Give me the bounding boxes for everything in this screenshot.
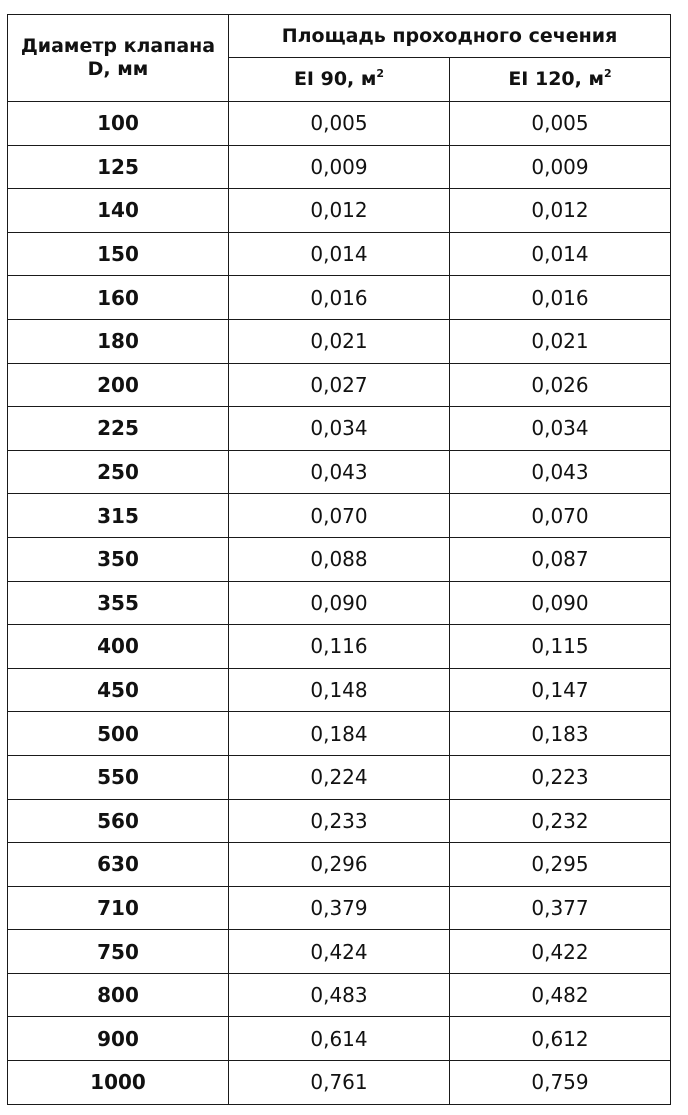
header-row-top (8, 15, 671, 58)
diameter-cell: 125 (8, 145, 229, 189)
diameter-cell: 150 (8, 232, 229, 276)
diameter-cell: 140 (8, 189, 229, 233)
table-row (8, 276, 671, 320)
ei120-cell: 0,090 (450, 581, 671, 625)
ei120-cell: 0,014 (450, 232, 671, 276)
table-row (8, 319, 671, 363)
ei120-cell: 0,482 (450, 973, 671, 1017)
flow-area-table (7, 14, 671, 1105)
ei120-cell: 0,612 (450, 1017, 671, 1061)
diameter-cell: 350 (8, 537, 229, 581)
header-diameter-line2: D, мм (87, 58, 149, 80)
ei90-cell: 0,116 (229, 625, 450, 669)
ei90-cell: 0,005 (229, 102, 450, 146)
header-diameter-line1: Диаметр клапана (20, 35, 216, 57)
diameter-cell: 900 (8, 1017, 229, 1061)
header-ei90-label: EI 90, м (293, 68, 377, 90)
diameter-cell: 200 (8, 363, 229, 407)
ei120-cell: 0,070 (450, 494, 671, 538)
diameter-cell: 500 (8, 712, 229, 756)
ei90-cell: 0,761 (229, 1061, 450, 1105)
ei120-cell: 0,147 (450, 668, 671, 712)
diameter-cell: 180 (8, 319, 229, 363)
ei120-cell: 0,232 (450, 799, 671, 843)
ei90-cell: 0,296 (229, 843, 450, 887)
ei90-cell: 0,014 (229, 232, 450, 276)
ei120-cell: 0,087 (450, 537, 671, 581)
ei90-cell: 0,027 (229, 363, 450, 407)
ei90-cell: 0,233 (229, 799, 450, 843)
ei120-cell: 0,183 (450, 712, 671, 756)
table-row (8, 450, 671, 494)
ei120-cell: 0,009 (450, 145, 671, 189)
spec-table-container (7, 14, 671, 1105)
ei120-cell: 0,223 (450, 755, 671, 799)
ei120-cell: 0,115 (450, 625, 671, 669)
table-row (8, 1061, 671, 1105)
ei120-cell: 0,034 (450, 407, 671, 451)
header-flow-area: Площадь проходного сечения (229, 15, 671, 58)
ei90-cell: 0,016 (229, 276, 450, 320)
ei90-cell: 0,184 (229, 712, 450, 756)
header-ei120-label: EI 120, м (508, 68, 605, 90)
header-diameter (8, 15, 229, 102)
table-header (8, 15, 671, 102)
table-row (8, 537, 671, 581)
table-row (8, 973, 671, 1017)
diameter-cell: 800 (8, 973, 229, 1017)
diameter-cell: 160 (8, 276, 229, 320)
table-row (8, 407, 671, 451)
diameter-cell: 710 (8, 886, 229, 930)
ei90-cell: 0,424 (229, 930, 450, 974)
table-row (8, 581, 671, 625)
table-row (8, 1017, 671, 1061)
ei120-cell: 0,422 (450, 930, 671, 974)
table-row (8, 886, 671, 930)
diameter-cell: 630 (8, 843, 229, 887)
table-row (8, 755, 671, 799)
diameter-cell: 315 (8, 494, 229, 538)
table-row (8, 232, 671, 276)
ei90-cell: 0,224 (229, 755, 450, 799)
header-ei90 (229, 58, 450, 102)
table-body (8, 102, 671, 1105)
ei90-cell: 0,043 (229, 450, 450, 494)
ei120-cell: 0,377 (450, 886, 671, 930)
diameter-cell: 450 (8, 668, 229, 712)
table-row (8, 494, 671, 538)
table-row (8, 363, 671, 407)
table-row (8, 189, 671, 233)
ei120-cell: 0,012 (450, 189, 671, 233)
diameter-cell: 100 (8, 102, 229, 146)
ei90-cell: 0,379 (229, 886, 450, 930)
table-row (8, 625, 671, 669)
ei90-cell: 0,614 (229, 1017, 450, 1061)
table-row (8, 668, 671, 712)
ei120-cell: 0,026 (450, 363, 671, 407)
table-row (8, 930, 671, 974)
diameter-cell: 1000 (8, 1061, 229, 1105)
table-row (8, 799, 671, 843)
table-row (8, 145, 671, 189)
ei90-cell: 0,009 (229, 145, 450, 189)
ei90-cell: 0,088 (229, 537, 450, 581)
ei90-cell: 0,012 (229, 189, 450, 233)
ei120-cell: 0,295 (450, 843, 671, 887)
ei120-cell: 0,021 (450, 319, 671, 363)
ei90-cell: 0,034 (229, 407, 450, 451)
ei120-cell: 0,016 (450, 276, 671, 320)
header-ei120-unit-power: 2 (604, 67, 612, 80)
header-ei120 (450, 58, 671, 102)
ei90-cell: 0,021 (229, 319, 450, 363)
ei90-cell: 0,090 (229, 581, 450, 625)
ei120-cell: 0,759 (450, 1061, 671, 1105)
diameter-cell: 550 (8, 755, 229, 799)
table-row (8, 712, 671, 756)
ei120-cell: 0,005 (450, 102, 671, 146)
ei90-cell: 0,070 (229, 494, 450, 538)
diameter-cell: 250 (8, 450, 229, 494)
header-ei90-unit-power: 2 (376, 67, 385, 80)
ei90-cell: 0,148 (229, 668, 450, 712)
table-row (8, 102, 671, 146)
diameter-cell: 225 (8, 407, 229, 451)
diameter-cell: 750 (8, 930, 229, 974)
diameter-cell: 560 (8, 799, 229, 843)
ei120-cell: 0,043 (450, 450, 671, 494)
diameter-cell: 355 (8, 581, 229, 625)
ei90-cell: 0,483 (229, 973, 450, 1017)
diameter-cell: 400 (8, 625, 229, 669)
table-row (8, 843, 671, 887)
